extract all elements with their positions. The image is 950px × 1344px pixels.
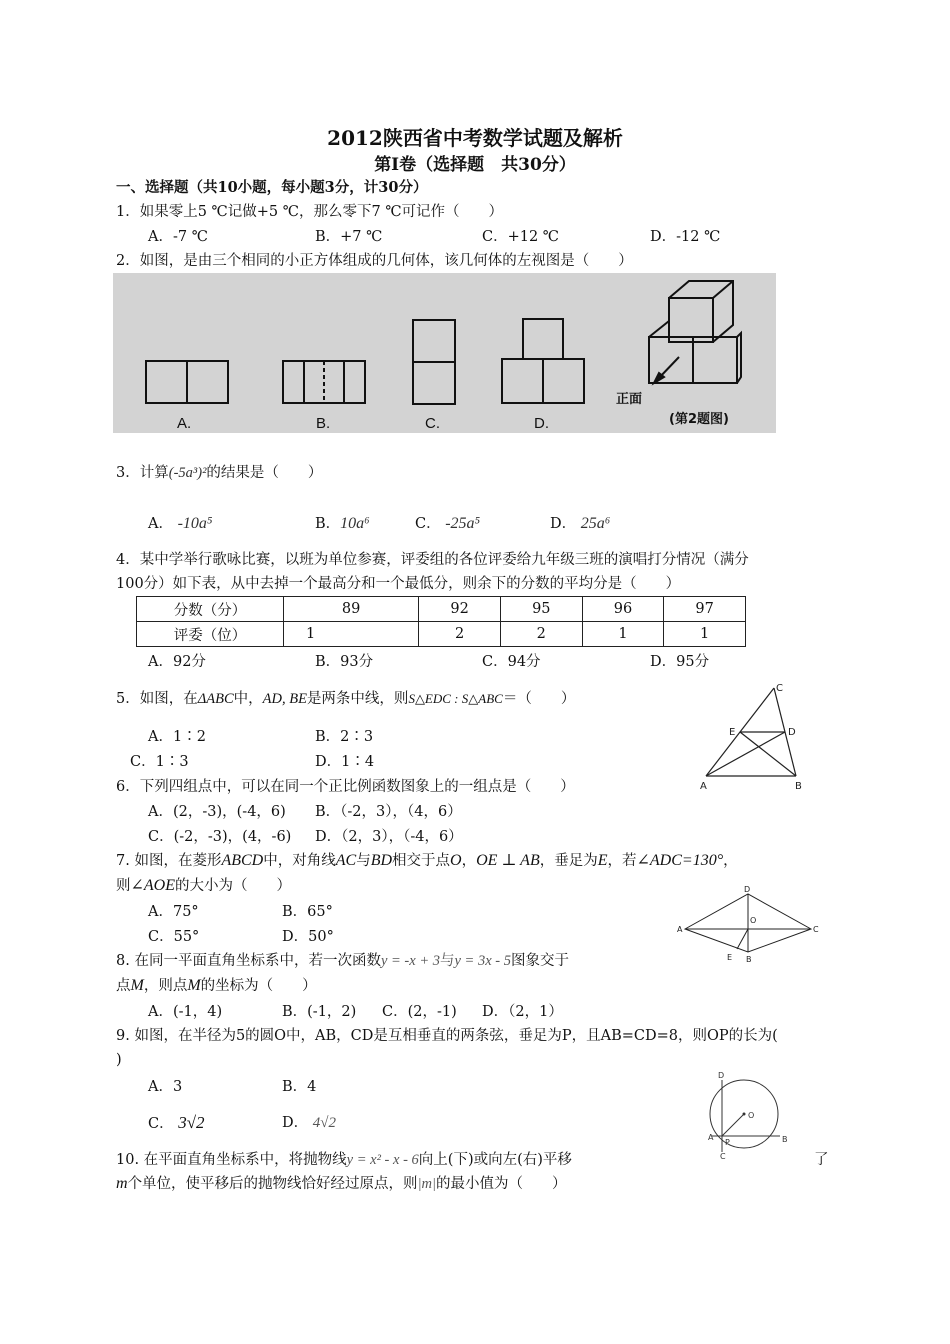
q10-stem-line2: m个单位，使平移后的抛物线恰好经过原点，则|m|的最小值为（ ） (116, 1175, 567, 1192)
q7-label-b: B (746, 955, 752, 964)
q8-option-a: A．(-1，4) (148, 1004, 223, 1020)
q2-front-label: 正面 (616, 392, 643, 407)
q7-label-d: D (744, 885, 751, 894)
q8-stem-line2: 点M，则点M的坐标为（ ） (116, 977, 317, 994)
table-cell: 96 (582, 597, 664, 622)
q7-stem-line2: 则∠AOE的大小为（ ） (116, 877, 292, 894)
q4-option-c: C．94分 (482, 654, 541, 670)
q9-label-p: P (725, 1138, 730, 1147)
q2-figure-image (113, 273, 776, 433)
table-cell: 评委（位） (137, 622, 284, 647)
section-heading: 一、选择题（共10小题，每小题3分，计30分） (116, 179, 428, 196)
q6-stem: 6．下列四组点中，可以在同一个正比例函数图象上的一组点是（ ） (116, 779, 575, 795)
q3-option-d: D． 25a⁶ (550, 515, 611, 532)
q1-option-d: D．-12 ℃ (650, 229, 721, 245)
q1-option-c: C．+12 ℃ (482, 229, 560, 245)
q7-option-d: D．50° (282, 929, 334, 945)
page-title: 2012陕西省中考数学试题及解析 (327, 126, 623, 150)
q6-option-c: C．(-2，-3)，(4，-6) (148, 829, 292, 845)
q1-option-b: B．+7 ℃ (315, 229, 383, 245)
table-cell: 97 (664, 597, 746, 622)
q2-label-c: C. (425, 415, 440, 432)
q9-option-a: A．3 (148, 1079, 183, 1095)
q4-stem-line1: 4．某中学举行歌咏比赛，以班为单位参赛，评委组的各位评委给九年级三班的演唱打分情况（满分 (116, 552, 749, 568)
q2-stem: 2．如图，是由三个相同的小正方体组成的几何体，该几何体的左视图是（ ） (116, 253, 633, 269)
q10-stem-line1-end: 了 (814, 1152, 829, 1168)
q9-label-d: D (718, 1071, 725, 1080)
q4-stem-line2: 100分）如下表，从中去掉一个最高分和一个最低分，则余下的分数的平均分是（ ） (116, 576, 681, 592)
q7-label-c: C (813, 925, 819, 934)
q7-stem-line1: 7. 如图，在菱形ABCD中，对角线AC与BD相交于点O，OE ⊥ AB，垂足为E，若∠ADC=130°， (116, 852, 738, 869)
q7-option-b: B．65° (282, 904, 333, 920)
table-cell: 89 (284, 597, 419, 622)
q5-label-a: A (700, 781, 707, 792)
q8-option-b: B．(-1，2) (282, 1004, 357, 1020)
q4-option-d: D．95分 (650, 654, 710, 670)
q3-option-c: C． -25a⁵ (415, 515, 481, 532)
page-subtitle: 第Ⅰ卷（选择题 共30分） (374, 155, 576, 175)
q9-circle-figure (700, 1068, 800, 1160)
q8-option-d: D．（2，1） (482, 1004, 563, 1020)
q7-option-a: A．75° (148, 904, 199, 920)
q4-option-a: A．92分 (148, 654, 206, 670)
q9-stem-line2: ) (116, 1052, 122, 1068)
table-cell: 分数（分） (137, 597, 284, 622)
q9-label-c: C (720, 1152, 726, 1160)
q6-option-d: D．（2，3），（-4，6） (315, 829, 463, 845)
table-cell: 1 (284, 622, 419, 647)
q4-option-b: B．93分 (315, 654, 374, 670)
q7-label-e: E (727, 953, 733, 962)
q9-option-c: C． 3√2 (148, 1113, 205, 1132)
q5-stem: 5．如图，在ΔABC中，AD, BE是两条中线，则S△EDC : S△ABC＝（ ） (116, 691, 576, 707)
q7-rhombus-figure (675, 884, 820, 964)
q3-stem: 3．计算(-5a³)²的结果是（ ） (116, 465, 323, 481)
q1-stem: 1．如果零上5 ℃记做+5 ℃，那么零下7 ℃可记作（ ） (116, 204, 504, 220)
table-cell: 2 (500, 622, 582, 647)
q2-label-d: D. (534, 415, 549, 432)
table-cell: 92 (419, 597, 501, 622)
q8-stem-line1: 8. 在同一平面直角坐标系中，若一次函数y = -x + 3与y = 3x - 5图象交于 (116, 953, 569, 969)
q1-option-a: A．-7 ℃ (148, 229, 208, 245)
q10-stem-line1: 10. 在平面直角坐标系中，将抛物线y = x² - x - 6向上(下)或向左(右)平移 (116, 1152, 572, 1168)
q2-label-a: A. (177, 415, 192, 432)
q9-option-d: D． 4√2 (282, 1115, 336, 1131)
q5-option-b: B．2∶3 (315, 729, 374, 745)
q9-label-a: A (708, 1133, 714, 1142)
table-cell: 2 (419, 622, 501, 647)
q9-label-b: B (782, 1135, 788, 1144)
q5-label-c: C (776, 683, 783, 694)
table-row (137, 597, 746, 622)
table-cell: 1 (664, 622, 746, 647)
q5-label-b: B (795, 781, 802, 792)
q3-option-b: B．10a⁶ (315, 515, 370, 532)
q8-option-c: C．(2，-1) (382, 1004, 457, 1020)
table-cell: 95 (500, 597, 582, 622)
q5-triangle-figure (698, 680, 818, 795)
q2-figure-caption: (第2题图) (669, 412, 729, 427)
q9-option-b: B．4 (282, 1079, 317, 1095)
table-row (137, 622, 746, 647)
q6-option-b: B．（-2，3），（4，6） (315, 804, 462, 820)
q5-option-c: C．1∶3 (130, 754, 189, 770)
q6-option-a: A．(2，-3)，(-4，6) (148, 804, 286, 820)
q7-option-c: C．55° (148, 929, 200, 945)
q3-option-a: A． -10a⁵ (148, 515, 213, 532)
table-cell: 1 (582, 622, 664, 647)
q9-stem-line1: 9. 如图，在半径为5的圆O中，AB，CD是互相垂直的两条弦，垂足为P，且AB=CD=8，则OP的长为( (116, 1028, 778, 1044)
q2-label-b: B. (316, 415, 331, 432)
q5-option-a: A．1∶2 (148, 729, 206, 745)
q4-score-table (136, 596, 746, 647)
q7-label-o: O (750, 916, 757, 925)
q5-label-d: D (788, 727, 796, 738)
q5-label-e: E (729, 727, 736, 738)
q5-option-d: D．1∶4 (315, 754, 375, 770)
q3-expression: (-5a³)² (168, 465, 207, 481)
q7-label-a: A (677, 925, 683, 934)
q9-label-o: O (748, 1111, 755, 1120)
